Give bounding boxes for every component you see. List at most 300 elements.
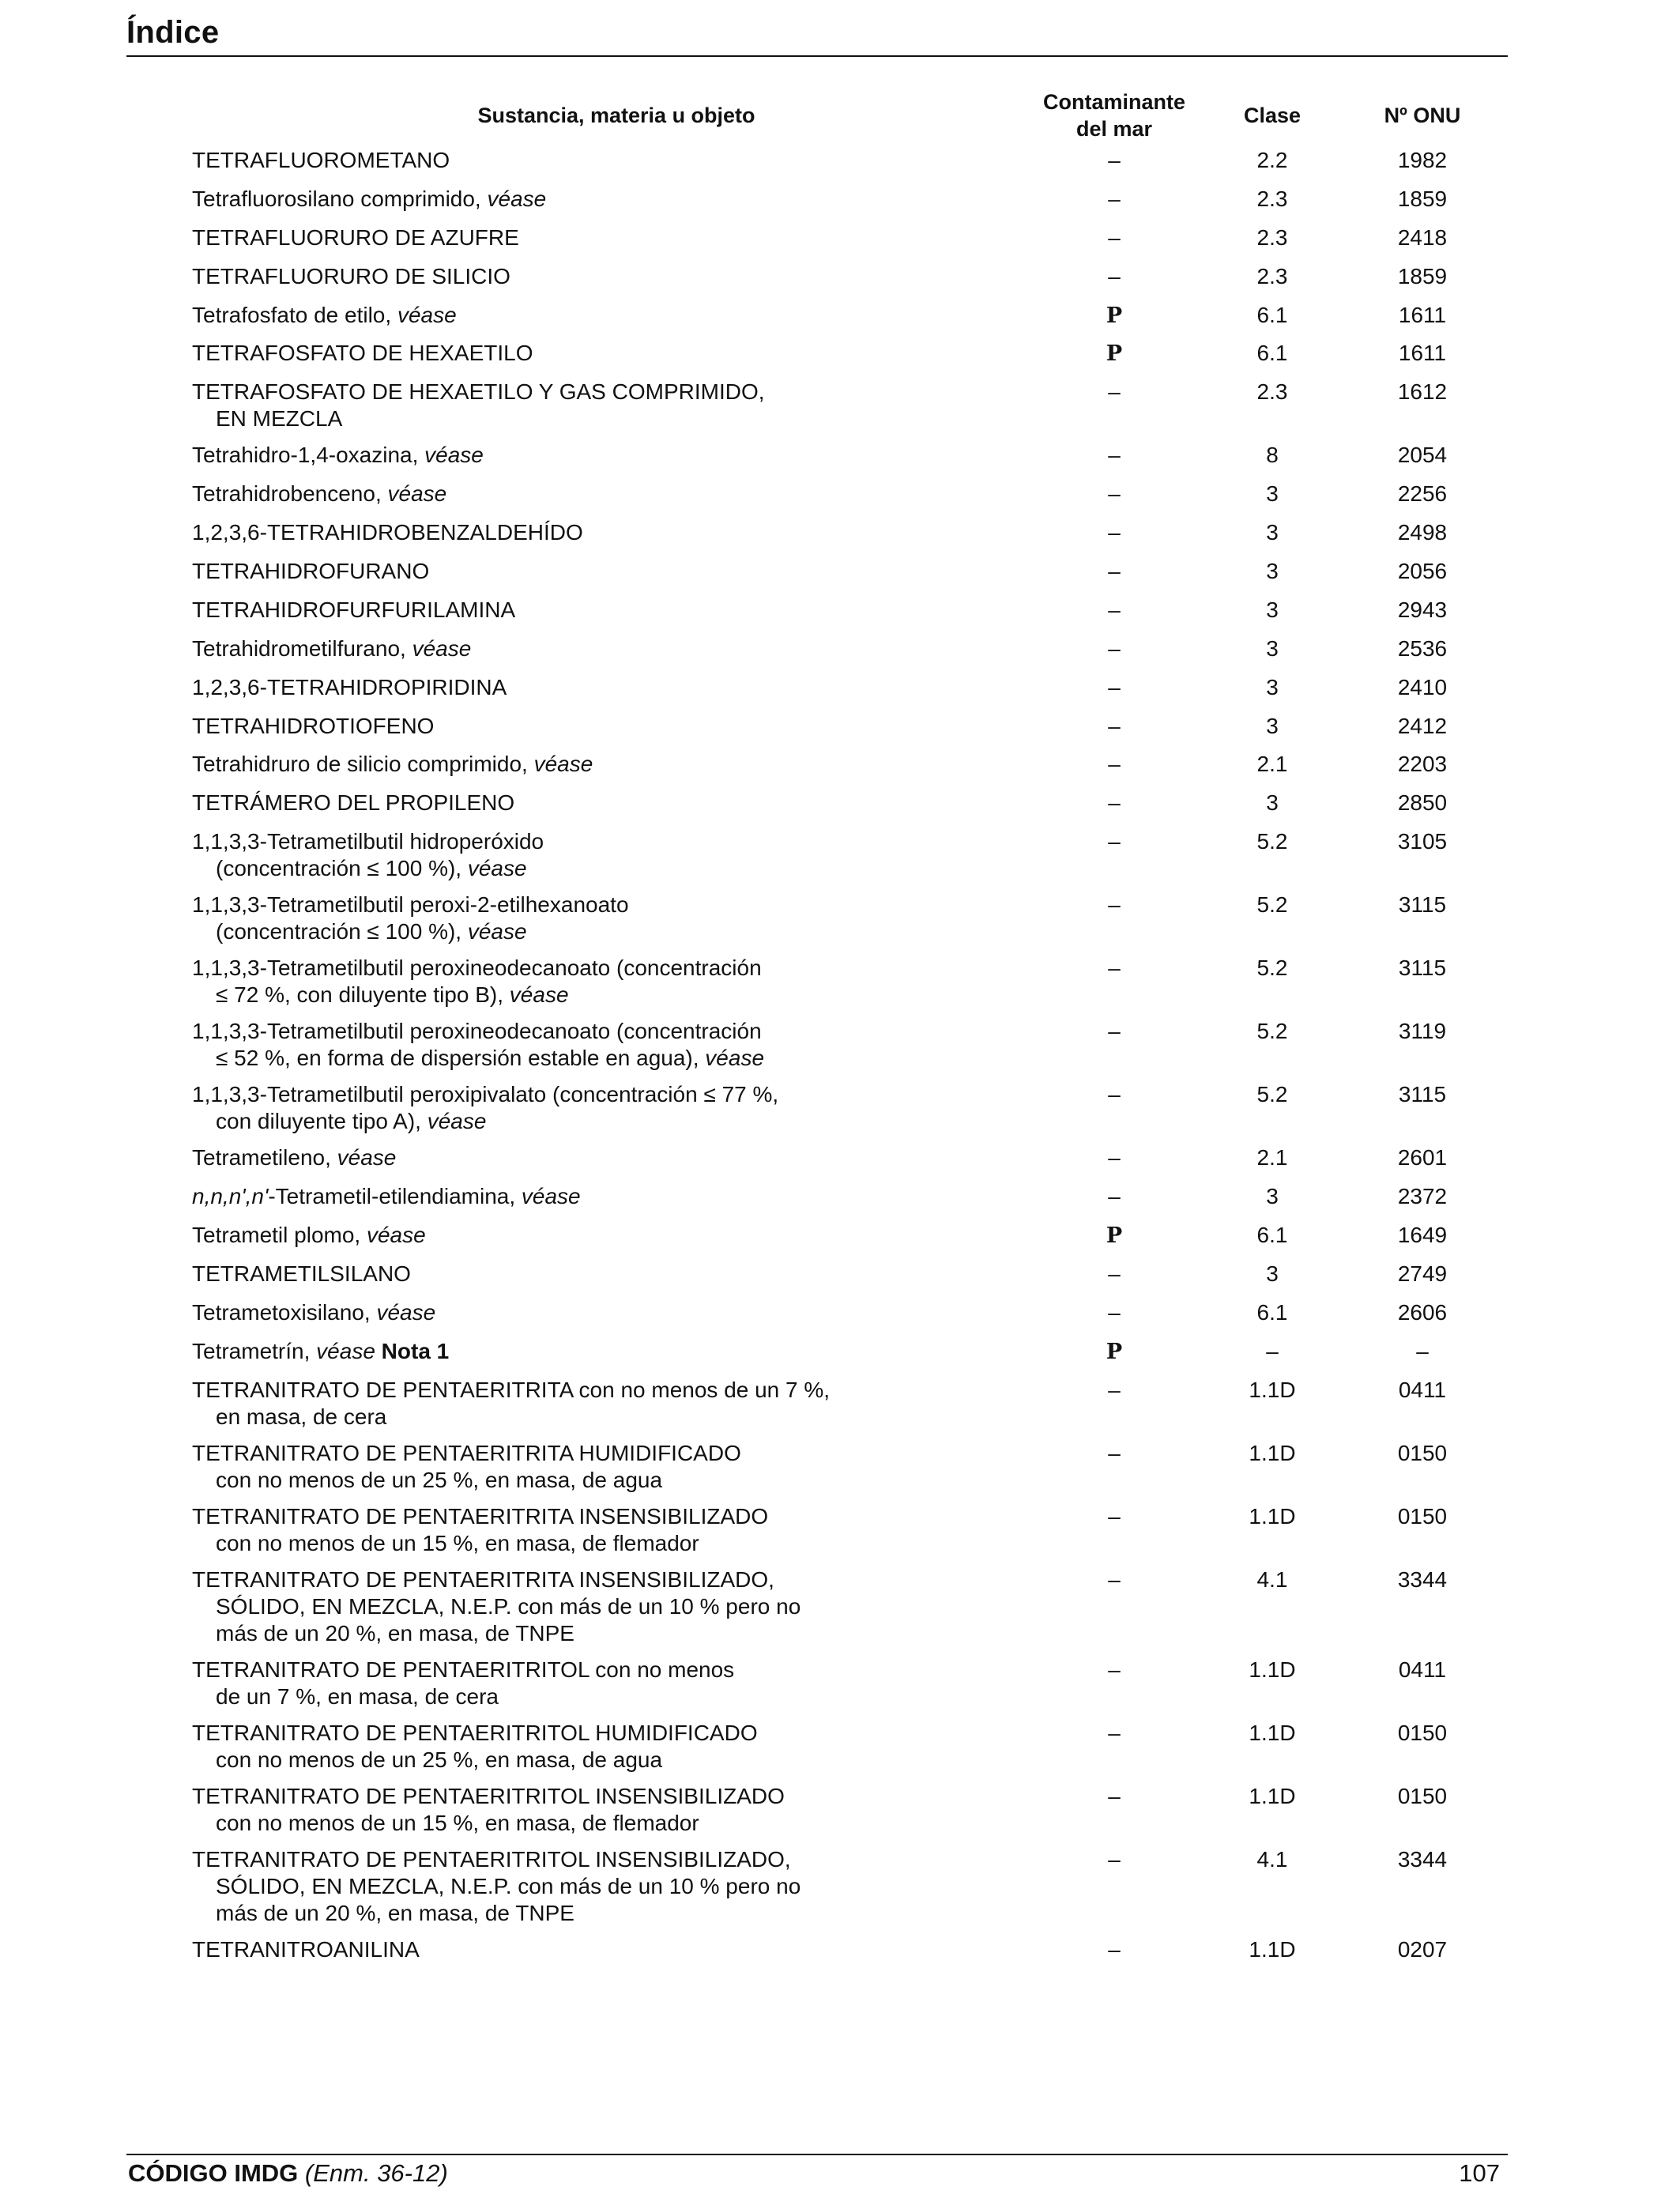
marine-pollutant-cell: [1051, 1081, 1177, 1108]
plain-text: de un 7 %, en masa, de cera: [216, 1683, 499, 1709]
italic-text: véase: [387, 481, 447, 507]
class-cell: 1.1D: [1249, 1440, 1296, 1465]
table-row: [0, 442, 1680, 481]
marine-pollutant-cell: [1051, 340, 1177, 368]
class-cell: 6.1: [1256, 1223, 1288, 1248]
marine-pollutant-mark: P: [1106, 303, 1123, 328]
italic-text: véase: [521, 1184, 581, 1209]
marine-pollutant-cell: [1051, 1144, 1177, 1171]
marine-pollutant-cell: [1051, 1261, 1177, 1287]
substance-name-line: [192, 1873, 966, 1900]
substance-name-line: [192, 1503, 966, 1530]
substance-name-line: [192, 1810, 966, 1837]
substance-name: [192, 1183, 966, 1210]
marine-pollutant-dash: –: [1108, 379, 1121, 405]
substance-name-line: [192, 379, 966, 405]
substance-name-line: [192, 519, 966, 546]
marine-pollutant-dash: –: [1108, 186, 1121, 211]
table-row: [0, 1936, 1680, 1975]
plain-text: TETRANITRATO DE PENTAERITRITA INSENSIBILIZADO,: [192, 1566, 774, 1592]
marine-pollutant-dash: –: [1108, 1377, 1121, 1402]
substance-name-line: [192, 302, 966, 329]
substance-name-line: [192, 1018, 966, 1045]
class-cell: 2.3: [1256, 379, 1288, 405]
un-number-cell: 3105: [1397, 829, 1448, 854]
marine-pollutant-cell: [1051, 1936, 1177, 1963]
italic-text: véase: [705, 1046, 765, 1071]
un-number-cell: 1982: [1397, 148, 1448, 172]
substance-name: [192, 955, 966, 1008]
marine-pollutant-dash: –: [1108, 1503, 1121, 1529]
marine-pollutant-dash: –: [1108, 1082, 1121, 1107]
plain-text: 1,1,3,3-Tetrametilbutil peroxipivalato (concentración ≤ 77 %,: [192, 1082, 779, 1107]
marine-pollutant-dash: –: [1108, 790, 1121, 816]
note-reference: Nota 1: [381, 1338, 450, 1363]
substance-name: [192, 340, 966, 367]
class-cell: 3: [1266, 1261, 1279, 1286]
italic-text: n,n,n',n': [192, 1184, 269, 1209]
plain-text: ≤ 72 %, con diluyente tipo B),: [216, 982, 510, 1008]
substance-name-line: [192, 1530, 966, 1557]
class-cell: 4.1: [1256, 1846, 1288, 1872]
marine-pollutant-dash: –: [1108, 224, 1121, 250]
table-row: [0, 558, 1680, 597]
class-cell: 1.1D: [1249, 1936, 1296, 1962]
italic-text: véase: [427, 1109, 487, 1134]
marine-pollutant-dash: –: [1108, 829, 1121, 854]
marine-pollutant-cell: [1051, 558, 1177, 585]
table-row: [0, 379, 1680, 442]
plain-text: TETRANITROANILINA: [192, 1936, 420, 1962]
table-row: [0, 1299, 1680, 1338]
table-row: [0, 519, 1680, 558]
un-number-cell: 1649: [1397, 1223, 1448, 1248]
marine-pollutant-cell: [1051, 597, 1177, 624]
un-number-cell: 2601: [1397, 1145, 1448, 1171]
class-cell: 3: [1266, 481, 1279, 507]
marine-pollutant-dash: –: [1108, 443, 1121, 468]
plain-text: más de un 20 %, en masa, de TNPE: [216, 1620, 574, 1646]
class-cell: 6.1: [1256, 341, 1288, 366]
italic-text: véase: [509, 982, 569, 1008]
class-cell: 6.1: [1256, 1299, 1288, 1325]
marine-pollutant-cell: [1051, 751, 1177, 778]
substance-name: [192, 186, 966, 213]
substance-name: [192, 674, 966, 701]
substance-name: [192, 713, 966, 740]
un-number-cell: 1859: [1397, 186, 1448, 211]
italic-text: véase: [467, 856, 527, 881]
marine-pollutant-dash: –: [1108, 1846, 1121, 1872]
plain-text: Tetrafluorosilano comprimido,: [192, 186, 488, 211]
marine-pollutant-cell: [1051, 186, 1177, 213]
un-number-cell: 2203: [1397, 752, 1448, 777]
class-cell: 3: [1266, 559, 1279, 584]
plain-text: Tetrametoxisilano,: [192, 1299, 377, 1325]
marine-pollutant-cell: [1051, 442, 1177, 469]
substance-name: [192, 302, 966, 329]
substance-name-line: [192, 186, 966, 213]
class-cell: 1.1D: [1249, 1503, 1296, 1529]
substance-name: [192, 1720, 966, 1774]
substance-name: [192, 1440, 966, 1494]
table-row: [0, 1261, 1680, 1299]
plain-text: TETRANITRATO DE PENTAERITRITOL INSENSIBILIZADO: [192, 1783, 785, 1808]
substance-name-line: [192, 1593, 966, 1620]
class-cell: 5.2: [1256, 956, 1288, 981]
substance-name-line: [192, 558, 966, 585]
plain-text: Tetrahidrobenceno,: [192, 481, 388, 507]
plain-text: 1,1,3,3-Tetrametilbutil peroxi-2-etilhexanoato: [192, 892, 629, 918]
class-cell: 1.1D: [1249, 1783, 1296, 1808]
plain-text: TETRAFLUORURO DE AZUFRE: [192, 224, 519, 250]
plain-text: SÓLIDO, EN MEZCLA, N.E.P. con más de un 10 % pero no: [216, 1873, 801, 1898]
substance-name-line: [192, 1261, 966, 1287]
un-number-cell: 0150: [1397, 1503, 1448, 1529]
class-cell: 5.2: [1256, 892, 1288, 918]
italic-text: véase: [487, 186, 547, 211]
footer-amendment: (Enm. 36-12): [304, 2159, 448, 2187]
class-cell: 3: [1266, 520, 1279, 545]
plain-text: 1,1,3,3-Tetrametilbutil peroxineodecanoato (concentración: [192, 1019, 762, 1044]
marine-pollutant-dash: –: [1108, 956, 1121, 981]
substance-name-line: [192, 1846, 966, 1873]
substance-name-line: [192, 790, 966, 816]
substance-name: [192, 1018, 966, 1072]
marine-pollutant-dash: –: [1108, 752, 1121, 777]
class-cell: 3: [1266, 713, 1279, 738]
substance-name-line: [192, 1900, 966, 1927]
substance-name-line: [192, 1377, 966, 1404]
table-row: [0, 1503, 1680, 1566]
substance-name: [192, 1144, 966, 1171]
table-row: [0, 340, 1680, 379]
substance-name-line: [192, 1936, 966, 1963]
italic-text: véase: [316, 1338, 375, 1363]
substance-name-line: [192, 481, 966, 507]
plain-text: TETRAFOSFATO DE HEXAETILO Y GAS COMPRIMIDO,: [192, 379, 765, 405]
index-table-body: [0, 147, 1680, 1974]
class-cell: 2.3: [1256, 224, 1288, 250]
table-row: [0, 1081, 1680, 1144]
table-row: [0, 1377, 1680, 1440]
un-number-cell: 2418: [1397, 224, 1448, 250]
marine-pollutant-dash: –: [1108, 263, 1121, 288]
class-cell: –: [1266, 1338, 1279, 1363]
marine-pollutant-dash: –: [1108, 1936, 1121, 1962]
plain-text: TETRAHIDROFURFURILAMINA: [192, 597, 516, 622]
class-cell: 1.1D: [1249, 1377, 1296, 1402]
plain-text: Tetrahidrometilfurano,: [192, 635, 412, 661]
table-row: [0, 1144, 1680, 1183]
substance-name-line: [192, 1747, 966, 1774]
substance-name: [192, 1377, 966, 1431]
table-row: [0, 186, 1680, 224]
plain-text: TETRAFOSFATO DE HEXAETILO: [192, 341, 533, 366]
marine-pollutant-dash: –: [1108, 148, 1121, 172]
un-number-cell: 0150: [1397, 1783, 1448, 1808]
substance-name-line: [192, 263, 966, 290]
class-cell: 4.1: [1256, 1566, 1288, 1592]
marine-pollutant-cell: [1051, 519, 1177, 546]
substance-name-line: [192, 1783, 966, 1810]
un-number-cell: 2498: [1397, 520, 1448, 545]
table-row: [0, 597, 1680, 635]
un-number-cell: 2410: [1397, 674, 1448, 699]
un-number-cell: 0411: [1398, 1377, 1447, 1402]
table-row: [0, 1783, 1680, 1846]
table-row: [0, 224, 1680, 263]
substance-name: [192, 1261, 966, 1287]
marine-pollutant-cell: [1051, 1338, 1177, 1366]
substance-name: [192, 635, 966, 662]
marine-pollutant-dash: –: [1108, 520, 1121, 545]
marine-pollutant-dash: –: [1108, 1657, 1121, 1682]
un-number-cell: 2056: [1397, 559, 1448, 584]
marine-pollutant-cell: [1051, 1846, 1177, 1873]
marine-pollutant-dash: –: [1108, 1145, 1121, 1171]
un-number-cell: 0411: [1398, 1657, 1447, 1682]
table-row: [0, 828, 1680, 892]
substance-name: [192, 1222, 966, 1249]
substance-name-line: [192, 597, 966, 624]
marine-pollutant-dash: –: [1108, 559, 1121, 584]
table-row: [0, 1657, 1680, 1720]
column-header-un-number: Nº ONU: [1384, 104, 1461, 127]
substance-name-line: [192, 224, 966, 251]
un-number-cell: 0207: [1397, 1936, 1448, 1962]
substance-name-line: [192, 1657, 966, 1683]
marine-pollutant-cell: [1051, 828, 1177, 855]
marine-pollutant-cell: [1051, 481, 1177, 507]
italic-text: véase: [467, 919, 527, 944]
class-cell: 3: [1266, 635, 1279, 661]
un-number-cell: 1612: [1397, 379, 1448, 405]
un-number-cell: 3344: [1397, 1846, 1448, 1872]
plain-text: TETRAHIDROFURANO: [192, 559, 430, 584]
plain-text: en masa, de cera: [216, 1404, 387, 1429]
substance-name: [192, 558, 966, 585]
plain-text: con diluyente tipo A),: [216, 1109, 428, 1134]
marine-pollutant-dash: –: [1108, 1566, 1121, 1592]
marine-pollutant-mark: P: [1106, 1223, 1123, 1249]
plain-text: TETRÁMERO DEL PROPILENO: [192, 790, 515, 816]
un-number-cell: 3115: [1398, 956, 1447, 981]
un-number-cell: 2943: [1397, 597, 1448, 622]
table-row: [0, 635, 1680, 674]
table-row: [0, 1183, 1680, 1222]
class-cell: 8: [1266, 443, 1279, 468]
plain-text: Tetrametil plomo,: [192, 1223, 367, 1248]
plain-text: [375, 1339, 382, 1363]
un-number-cell: 2054: [1397, 443, 1448, 468]
substance-name-line: [192, 147, 966, 174]
substance-name-line: [192, 892, 966, 918]
class-cell: 2.2: [1256, 148, 1288, 172]
plain-text: 1,1,3,3-Tetrametilbutil peroxineodecanoato (concentración: [192, 956, 762, 981]
marine-pollutant-dash: –: [1108, 713, 1121, 738]
un-number-cell: 3119: [1398, 1019, 1447, 1044]
marine-pollutant-cell: [1051, 1783, 1177, 1810]
page-title: Índice: [126, 15, 220, 50]
class-cell: 2.1: [1256, 1145, 1288, 1171]
substance-name-line: [192, 674, 966, 701]
table-row: [0, 302, 1680, 341]
marine-pollutant-cell: [1051, 713, 1177, 740]
un-number-cell: 3115: [1398, 1082, 1447, 1107]
substance-name: [192, 147, 966, 174]
marine-pollutant-cell: [1051, 1566, 1177, 1593]
marine-pollutant-dash: –: [1108, 1440, 1121, 1465]
marine-pollutant-cell: [1051, 1657, 1177, 1683]
substance-name-line: [192, 1720, 966, 1747]
table-row: [0, 1338, 1680, 1377]
substance-name-line: [192, 955, 966, 982]
marine-pollutant-cell: [1051, 790, 1177, 816]
table-row: [0, 713, 1680, 752]
substance-name-line: [192, 713, 966, 740]
column-header-marine-pollutant-line2: del mar: [1075, 117, 1153, 141]
plain-text: (concentración ≤ 100 %),: [216, 919, 468, 944]
plain-text: Tetrahidro-1,4-oxazina,: [192, 443, 425, 468]
header-rule: [126, 55, 1508, 57]
substance-name: [192, 1081, 966, 1135]
plain-text: más de un 20 %, en masa, de TNPE: [216, 1900, 574, 1925]
substance-name-line: [192, 340, 966, 367]
class-cell: 6.1: [1256, 302, 1288, 327]
marine-pollutant-cell: [1051, 1377, 1177, 1404]
substance-name-line: [192, 1108, 966, 1135]
marine-pollutant-cell: [1051, 263, 1177, 290]
class-cell: 2.3: [1256, 186, 1288, 211]
plain-text: -Tetrametil-etilendiamina,: [268, 1184, 522, 1209]
un-number-cell: 3344: [1397, 1566, 1448, 1592]
marine-pollutant-dash: –: [1108, 597, 1121, 622]
marine-pollutant-cell: [1051, 1503, 1177, 1530]
plain-text: Tetrafosfato de etilo,: [192, 302, 397, 327]
substance-name: [192, 224, 966, 251]
substance-name-line: [192, 1081, 966, 1108]
table-row: [0, 674, 1680, 713]
plain-text: con no menos de un 25 %, en masa, de agua: [216, 1467, 663, 1492]
footer-code-title: CÓDIGO IMDG: [128, 2159, 299, 2187]
marine-pollutant-dash: –: [1108, 1720, 1121, 1745]
plain-text: SÓLIDO, EN MEZCLA, N.E.P. con más de un 10 % pero no: [216, 1593, 801, 1619]
substance-name: [192, 892, 966, 945]
substance-name: [192, 442, 966, 469]
substance-name: [192, 1566, 966, 1647]
class-cell: 1.1D: [1249, 1657, 1296, 1682]
plain-text: Tetrahidruro de silicio comprimido,: [192, 752, 534, 777]
italic-text: véase: [337, 1145, 397, 1171]
marine-pollutant-cell: [1051, 635, 1177, 662]
table-row: [0, 751, 1680, 790]
column-header-class: Clase: [1243, 104, 1301, 127]
substance-name: [192, 379, 966, 432]
substance-name-line: [192, 1566, 966, 1593]
plain-text: TETRAHIDROTIOFENO: [192, 713, 435, 738]
marine-pollutant-cell: [1051, 147, 1177, 174]
table-row: [0, 1440, 1680, 1503]
un-number-cell: –: [1416, 1338, 1429, 1363]
marine-pollutant-mark: P: [1106, 1339, 1123, 1364]
marine-pollutant-dash: –: [1108, 481, 1121, 507]
substance-name-line: [192, 1440, 966, 1467]
table-row: [0, 481, 1680, 519]
substance-name: [192, 828, 966, 882]
class-cell: 1.1D: [1249, 1720, 1296, 1745]
italic-text: véase: [412, 635, 472, 661]
substance-name-line: [192, 1183, 966, 1210]
footer-code: [128, 2156, 448, 2191]
table-row: [0, 1720, 1680, 1783]
un-number-cell: 2412: [1397, 713, 1448, 738]
column-header-marine-pollutant-line1: Contaminante: [1042, 90, 1185, 114]
marine-pollutant-dash: –: [1108, 635, 1121, 661]
plain-text: EN MEZCLA: [216, 406, 343, 432]
substance-name-line: [192, 1620, 966, 1647]
italic-text: véase: [533, 752, 593, 777]
table-row: [0, 892, 1680, 955]
plain-text: con no menos de un 15 %, en masa, de flemador: [216, 1810, 699, 1835]
marine-pollutant-cell: [1051, 379, 1177, 405]
table-row: [0, 1566, 1680, 1657]
marine-pollutant-cell: [1051, 955, 1177, 982]
substance-name-line: [192, 1045, 966, 1072]
table-row: [0, 1018, 1680, 1081]
substance-name-line: [192, 855, 966, 882]
table-row: [0, 147, 1680, 186]
plain-text: con no menos de un 25 %, en masa, de agua: [216, 1747, 663, 1772]
table-row: [0, 263, 1680, 302]
plain-text: con no menos de un 15 %, en masa, de flemador: [216, 1530, 699, 1555]
substance-name-line: [192, 1222, 966, 1249]
substance-name: [192, 790, 966, 816]
un-number-cell: 2256: [1397, 481, 1448, 507]
marine-pollutant-cell: [1051, 892, 1177, 918]
class-cell: 5.2: [1256, 1082, 1288, 1107]
un-number-cell: 2850: [1397, 790, 1448, 816]
class-cell: 3: [1266, 790, 1279, 816]
class-cell: 2.3: [1256, 263, 1288, 288]
un-number-cell: 3115: [1398, 892, 1447, 918]
table-header: [0, 89, 1680, 145]
substance-name: [192, 751, 966, 778]
substance-name-line: [192, 1338, 966, 1365]
substance-name: [192, 1846, 966, 1927]
marine-pollutant-cell: [1051, 1018, 1177, 1045]
un-number-cell: 2536: [1397, 635, 1448, 661]
un-number-cell: 0150: [1397, 1720, 1448, 1745]
substance-name: [192, 1783, 966, 1837]
marine-pollutant-dash: –: [1108, 1299, 1121, 1325]
substance-name-line: [192, 828, 966, 855]
marine-pollutant-dash: –: [1108, 892, 1121, 918]
substance-name: [192, 597, 966, 624]
column-header-substance: Sustancia, materia u objeto: [477, 104, 755, 127]
class-cell: 3: [1266, 597, 1279, 622]
class-cell: 3: [1266, 1184, 1279, 1209]
substance-name-line: [192, 1299, 966, 1326]
marine-pollutant-cell: [1051, 224, 1177, 251]
un-number-cell: 1859: [1397, 263, 1448, 288]
substance-name-line: [192, 1404, 966, 1431]
substance-name: [192, 1503, 966, 1557]
footer-rule: [126, 2154, 1508, 2155]
class-cell: 5.2: [1256, 1019, 1288, 1044]
plain-text: TETRANITRATO DE PENTAERITRITOL HUMIDIFICADO: [192, 1720, 758, 1745]
marine-pollutant-dash: –: [1108, 674, 1121, 699]
